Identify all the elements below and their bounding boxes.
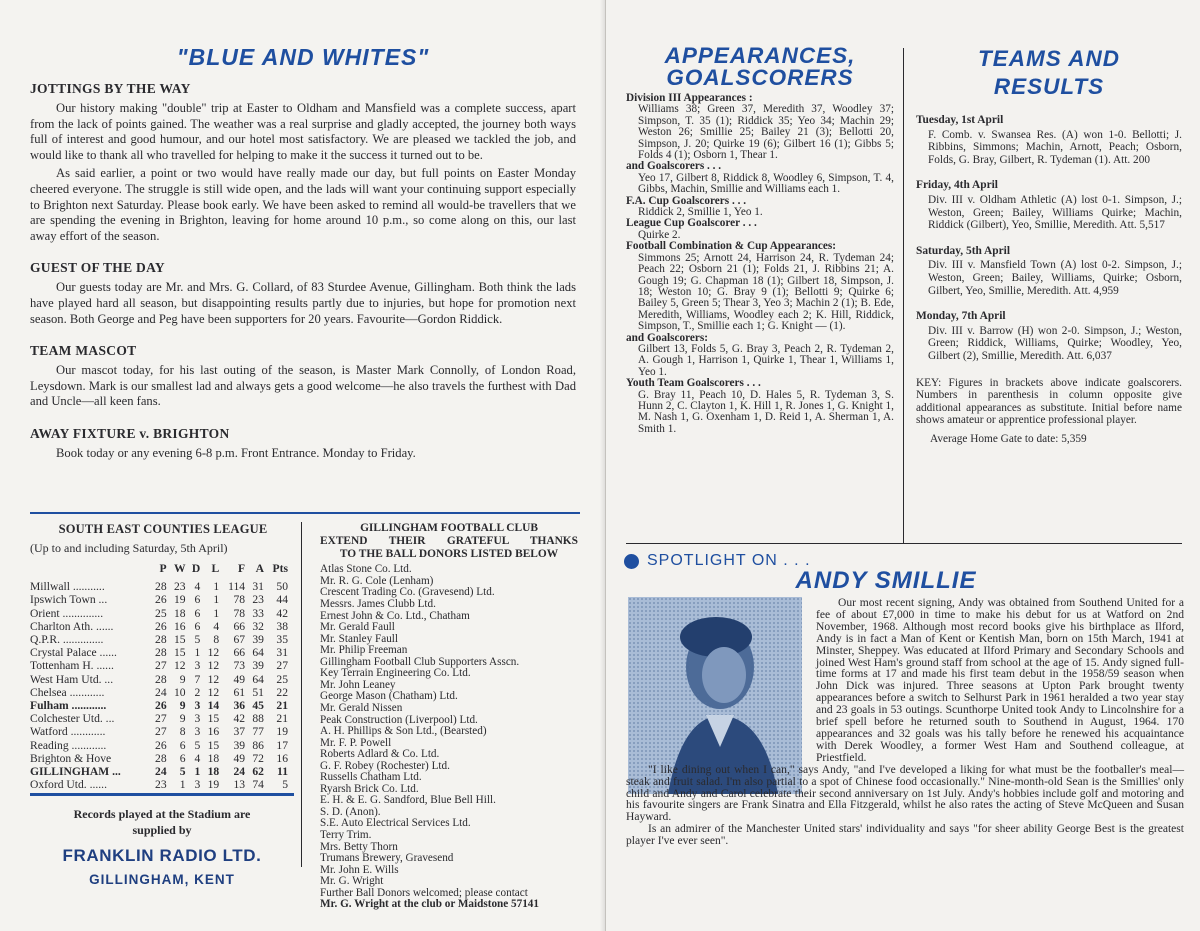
- league-row: [30, 607, 288, 620]
- cell-l: 15: [207, 712, 220, 726]
- bullet-dot-icon: [624, 554, 639, 569]
- cell-f: 49: [233, 672, 246, 686]
- league-team-cell: Crystal Palace ......: [30, 646, 117, 660]
- donor-list-item: Messrs. James Clubb Ltd.: [320, 598, 436, 611]
- donor-list-item: E. H. & E. G. Sandford, Blue Bell Hill.: [320, 794, 496, 807]
- cell-l: 8: [213, 633, 220, 647]
- cell-w: 18: [173, 606, 186, 620]
- records-company: FRANKLIN RADIO LTD.: [62, 846, 262, 865]
- appearances-block-heading: Division III Appearances :: [626, 92, 753, 104]
- right-page: [606, 0, 1200, 931]
- result-details: Div. III v. Oldham Athletic (A) lost 0-1. Simpson, J.; Weston, Green; Bailey, Williams Quirke; Machin, Riddick (Gilbert), Yeo, Smillie, Meredith. Att. 5,517: [928, 193, 1182, 232]
- cell-w: 19: [173, 593, 186, 607]
- teams-title-line-1: TEAMS AND: [978, 46, 1120, 71]
- appearances-block-text: Riddick 2, Smillie 1, Yeo 1.: [638, 206, 763, 219]
- away-fixture-paragraph: Book today or any evening 6-8 p.m. Front Entrance. Monday to Friday.: [56, 445, 416, 460]
- records-place: GILLINGHAM, KENT: [89, 872, 235, 887]
- teams-title-line-2: RESULTS: [993, 74, 1105, 99]
- spotlight-label: SPOTLIGHT ON . . .: [647, 552, 811, 569]
- donor-list-item: Mr. John E. Wills: [320, 863, 399, 876]
- cell-f: 78: [233, 593, 246, 607]
- appearances-block-heading: and Goalscorers:: [626, 331, 708, 344]
- articles-column: [30, 72, 576, 462]
- appearances-block-heading: Youth Team Goalscorers . . .: [626, 377, 761, 390]
- cell-d: 3: [194, 778, 201, 792]
- cell-pts: 31: [276, 646, 288, 660]
- cell-d: 3: [194, 699, 201, 713]
- cell-l: 12: [207, 659, 220, 673]
- cell-p: 27: [155, 725, 167, 739]
- cell-f: 114: [228, 580, 246, 594]
- league-row: [30, 593, 288, 606]
- cell-w: 15: [173, 646, 186, 660]
- cell-p: 24: [155, 765, 167, 779]
- ball-donors-footer-2: Mr. G. Wright at the club or Maidstone 57141: [320, 898, 539, 911]
- league-table: [30, 562, 288, 791]
- cell-pts: 11: [277, 765, 288, 779]
- cell-p: 26: [155, 619, 167, 633]
- cell-p: 23: [155, 778, 167, 792]
- appearances-block-text: Williams 38; Green 37, Meredith 37, Woodley 37; Simpson, T. 35 (1); Riddick 35; Yeo 34; Machin 29; Weston 26; Smillie 25; Bailey 21 (3); Bellotti 20, Simpson, J. 20; Quirke 19 (6); Gilbert 16 (1); Gibbs 5; Folds 4 (1); Osborn 1, Thear 1.: [638, 103, 894, 162]
- column-divider: [301, 522, 302, 867]
- cell-d: 1: [194, 765, 201, 779]
- cell-l: 12: [207, 672, 220, 686]
- cell-w: 12: [173, 659, 186, 673]
- donor-list-item: Ryarsh Brick Co. Ltd.: [320, 782, 419, 795]
- header-f: F: [237, 562, 246, 575]
- cell-l: 12: [207, 685, 220, 699]
- donor-list-item: S. D. (Anon).: [320, 805, 381, 818]
- header-w: W: [173, 562, 186, 575]
- cell-l: 19: [207, 778, 220, 792]
- cell-pts: 5: [282, 778, 288, 792]
- cell-f: 66: [233, 646, 246, 660]
- records-line-2: supplied by: [132, 823, 192, 837]
- cell-a: 72: [252, 751, 264, 765]
- cell-p: 27: [155, 712, 167, 726]
- league-team-cell: Ipswich Town ...: [30, 593, 108, 607]
- cell-a: 39: [252, 659, 264, 673]
- cell-a: 51: [252, 685, 264, 699]
- cell-p: 28: [155, 633, 167, 647]
- ball-donors-title-line-1: GILLINGHAM FOOTBALL CLUB: [360, 522, 538, 534]
- ball-donors-list: [320, 564, 578, 887]
- cell-w: 9: [179, 699, 186, 713]
- donor-list-item: Mr. F. P. Powell: [320, 736, 392, 749]
- cell-p: 27: [155, 659, 167, 673]
- section-heading-jottings: JOTTINGS BY THE WAY: [30, 81, 191, 96]
- cell-p: 26: [155, 699, 167, 713]
- donor-list-item: Mr. John Leaney: [320, 678, 396, 691]
- cell-w: 16: [173, 619, 186, 633]
- cell-pts: 22: [276, 685, 288, 699]
- cell-w: 9: [179, 672, 186, 686]
- cell-d: 6: [194, 593, 201, 607]
- appearances-title-line-1: APPEARANCES,: [664, 43, 856, 68]
- cell-l: 18: [207, 751, 220, 765]
- donor-list-item: Trumans Brewery, Gravesend: [320, 852, 454, 865]
- records-block: [30, 806, 294, 887]
- donor-list-item: Mr. Gerald Faull: [320, 621, 395, 634]
- donor-list-item: Mr. G. Wright: [320, 875, 384, 888]
- league-row: [30, 752, 288, 765]
- league-subtitle: (Up to and including Saturday, 5th April): [30, 541, 228, 555]
- ball-donors-footer-1: Further Ball Donors welcomed; please contact: [320, 886, 528, 899]
- cell-a: 33: [252, 606, 264, 620]
- donor-list-item: Mr. Stanley Faull: [320, 632, 399, 645]
- league-row: [30, 739, 288, 752]
- cell-pts: 35: [276, 633, 288, 647]
- league-row: [30, 765, 288, 778]
- section-heading-away-fixture: AWAY FIXTURE v. BRIGHTON: [30, 425, 230, 441]
- spotlight-rule: [626, 543, 1182, 544]
- section-heading-guest: GUEST OF THE DAY: [30, 260, 165, 276]
- cell-a: 88: [252, 712, 264, 726]
- teams-results-column: [916, 45, 1182, 445]
- cell-d: 2: [194, 685, 201, 699]
- cell-w: 9: [179, 712, 186, 726]
- spotlight-paragraph-2: "I like dining out when I can," says Andy, "and I've developed a liking for what must be the footballer's meal—steak and fruit salad. I'm also partial to a spot of Chinese food occasionally." Nine-month-old Sean is the Smillies' only child and Andy and Carol celebrate their second anniversary on 1st July. Andy's hobbies include golf and motoring and his favourite singers are Frank Sinatra and Ella Fitzgerald, whilst he also rates the acting of Steve McQueen and Susan Hayward.: [626, 763, 1184, 824]
- cell-l: 16: [207, 725, 220, 739]
- page-title-blue-and-whites: "BLUE AND WHITES": [176, 44, 430, 70]
- header-l: L: [211, 562, 220, 575]
- donor-list-item: Atlas Stone Co. Ltd.: [320, 563, 412, 576]
- cell-w: 6: [179, 738, 186, 752]
- cell-f: 24: [233, 765, 246, 779]
- cell-l: 15: [207, 738, 220, 752]
- cell-a: 74: [252, 778, 264, 792]
- spotlight-paragraph-3: Is an admirer of the Manchester United stars' individuality and says "for sheer ability George Best is the greatest player I've ever seen".: [626, 823, 1184, 848]
- league-table-body: [30, 580, 288, 791]
- cell-f: 66: [233, 619, 246, 633]
- appearances-block-heading: League Cup Goalscorer . . .: [626, 217, 757, 230]
- cell-pts: 42: [276, 606, 288, 620]
- result-details: Div. III v. Barrow (H) won 2-0. Simpson, J.; Weston, Green; Riddick, Williams, Quirke; Woodley, Yeo, Gilbert (2), Smillie, Meredith. Att. 6,037: [928, 324, 1182, 362]
- league-team-cell: Fulham ............: [30, 699, 107, 713]
- result-date: Monday, 7th April: [916, 310, 1006, 323]
- jottings-paragraph-1: Our history making "double" trip at Easter to Oldham and Mansfield was a complete success, apart from the lack of points gained. The weather was a real surprise and gladly accepted, the journey both ways full of interest and good humour, and our hotel most satisfactory. We are pleased we tackled the job, and would like to thank all who travelled for helping to make it the success it turned out to be.: [30, 101, 576, 162]
- cell-f: 36: [233, 699, 246, 713]
- appearances-blocks: [626, 93, 894, 435]
- results-key: KEY: Figures in brackets above indicate goalscorers. Numbers in parenthesis in column opposite give additional appearances as substitute. Initial before name shows amateur or apprentice professional player.: [916, 376, 1182, 427]
- league-team-cell: Q.P.R. ..............: [30, 633, 104, 647]
- cell-l: 1: [213, 593, 220, 607]
- cell-w: 23: [173, 580, 186, 594]
- cell-l: 18: [207, 765, 220, 779]
- cell-pts: 44: [276, 593, 288, 607]
- cell-f: 37: [233, 725, 246, 739]
- cell-a: 86: [252, 738, 264, 752]
- cell-f: 49: [233, 751, 246, 765]
- league-team-cell: Reading ............: [30, 738, 107, 752]
- average-gate: Average Home Gate to date: 5,359: [930, 432, 1087, 445]
- league-header-row: [30, 562, 288, 575]
- cell-pts: 19: [276, 725, 288, 739]
- donor-list-item: Terry Trim.: [320, 828, 372, 841]
- cell-a: 64: [252, 672, 264, 686]
- cell-l: 12: [207, 646, 220, 660]
- donor-list-item: Mr. Philip Freeman: [320, 644, 408, 657]
- donor-list-item: George Mason (Chatham) Ltd.: [320, 690, 458, 703]
- cell-pts: 38: [276, 619, 288, 633]
- league-team-cell: Orient ..............: [30, 606, 104, 620]
- cell-f: 42: [233, 712, 246, 726]
- league-row: [30, 725, 288, 738]
- cell-a: 31: [252, 580, 264, 594]
- cell-d: 5: [194, 633, 201, 647]
- cell-d: 5: [194, 738, 201, 752]
- league-row: [30, 646, 288, 659]
- league-team-cell: West Ham Utd. ...: [30, 672, 114, 686]
- cell-pts: 25: [276, 672, 288, 686]
- cell-d: 3: [194, 659, 201, 673]
- donor-list-item: Gillingham Football Club Supporters Asscn.: [320, 655, 520, 668]
- league-row: [30, 712, 288, 725]
- donor-list-item: Russells Chatham Ltd.: [320, 771, 422, 784]
- league-row: [30, 580, 288, 593]
- cell-p: 26: [155, 593, 167, 607]
- donor-list-item: Roberts Adlard & Co. Ltd.: [320, 748, 440, 761]
- league-team-cell: GILLINGHAM ...: [30, 765, 121, 779]
- cell-w: 10: [173, 685, 186, 699]
- cell-f: 39: [233, 738, 246, 752]
- header-p: P: [159, 562, 167, 575]
- spotlight-article: [626, 598, 1184, 848]
- cell-w: 1: [179, 778, 186, 792]
- cell-pts: 50: [276, 580, 288, 594]
- cell-pts: 27: [276, 659, 288, 673]
- cell-a: 23: [252, 593, 264, 607]
- league-team-cell: Colchester Utd. ...: [30, 712, 115, 726]
- cell-w: 8: [179, 725, 186, 739]
- cell-pts: 21: [276, 712, 288, 726]
- cell-a: 62: [252, 765, 264, 779]
- league-row: [30, 778, 288, 791]
- guest-paragraph: Our guests today are Mr. and Mrs. G. Collard, of 83 Sturdee Avenue, Gillingham. Both think the lads have played hard all season, but disappointing results partly due to injuries, but hope for promotion next season. Both George and Peg have been supporters for 20 years. Favourite—Gordon Riddick.: [30, 280, 576, 326]
- records-rule: [30, 793, 294, 796]
- appearances-title-line-2: GOALSCORERS: [666, 65, 854, 90]
- cell-d: 6: [194, 619, 201, 633]
- cell-f: 78: [233, 606, 246, 620]
- result-details: Div. III v. Mansfield Town (A) lost 0-2. Simpson, J.; Weston, Green; Bailey, Williams, Quirke; Osborn, Gilbert, Yeo, Smillie, Meredith. Att. 4,959: [928, 259, 1182, 297]
- cell-p: 28: [155, 646, 167, 660]
- cell-a: 39: [252, 633, 264, 647]
- donor-list-item: G. F. Robey (Rochester) Ltd.: [320, 759, 450, 772]
- header-a: A: [255, 562, 264, 575]
- cell-p: 28: [155, 751, 167, 765]
- donor-list-item: Mr. Gerald Nissen: [320, 701, 403, 714]
- appearances-block-text: Quirke 2.: [638, 228, 681, 241]
- cell-pts: 17: [276, 738, 288, 752]
- cell-w: 15: [173, 633, 186, 647]
- cell-d: 6: [194, 606, 201, 620]
- ball-donors-title: [320, 522, 578, 560]
- result-date: Saturday, 5th April: [916, 244, 1010, 257]
- cell-w: 5: [179, 765, 186, 779]
- donor-list-item: S.E. Auto Electrical Services Ltd.: [320, 817, 471, 830]
- cell-p: 26: [155, 738, 167, 752]
- cell-p: 24: [155, 685, 167, 699]
- cell-p: 25: [155, 606, 167, 620]
- donor-list-item: Mrs. Betty Thorn: [320, 840, 398, 853]
- result-details: F. Comb. v. Swansea Res. (A) won 1-0. Bellotti; J. Ribbins, Simmons; Machin, Arnott, Peach; Osborn, Folds, G. Bray, Gilbert, R. Tydeman (1). Att. 200: [928, 128, 1182, 166]
- cell-p: 28: [155, 580, 167, 594]
- result-date: Tuesday, 1st April: [916, 114, 1004, 126]
- spotlight-player-name: ANDY SMILLIE: [795, 567, 977, 594]
- league-row: [30, 633, 288, 646]
- donor-list-item: Ernest John & Co. Ltd., Chatham: [320, 609, 470, 622]
- cell-l: 1: [213, 606, 220, 620]
- cell-a: 77: [252, 725, 264, 739]
- section-heading-mascot: TEAM MASCOT: [30, 343, 137, 359]
- mascot-paragraph: Our mascot today, for his last outing of the season, is Master Mark Connolly, of London Road, Leysdown. Mark is our smallest lad and always gets a good welcome—he also travels the furthest with Dad and Uncle—all keen fans.: [30, 363, 576, 409]
- jottings-paragraph-2: As said earlier, a point or two would have really made our day, but full points on Easter Monday cheered everyone. The struggle is still wide open, and the lads will want your continuing support especially to Brighton next Saturday. Please book early. We have been asked to remind all would-be travellers that we are spending the evening in Brighton, leaving for home around 10 p.m., so come along on this, our last away effort of the season.: [30, 166, 576, 243]
- cell-pts: 16: [276, 751, 288, 765]
- appearances-block-text: G. Bray 11, Peach 10, D. Hales 5, R. Tydeman 3, S. Hunn 2, C. Clayton 1, K. Hill 1, R. Jones 1, G. Knight 1, M. Nash 1, G. Oxenham 1, D. Reid 1, A. Sherman 1, A. Smith 1.: [638, 388, 894, 435]
- cell-f: 73: [233, 659, 246, 673]
- cell-p: 28: [155, 672, 167, 686]
- league-team-cell: Brighton & Hove: [30, 751, 112, 765]
- spotlight-paragraph-1: Our most recent signing, Andy was obtained from Southend United for a fee of about £7,000 in time to make his debut for us at Watford on 2nd November, 1968. Although most record books give his birthplace as Ilford, Andy is in fact a Man of Kent or Kentish Man, born on 15th March, 1941 at Minster, Sheppey. Was educated at Ilford Primary and Secondary Schools and joined West Ham's ground staff from school at the age of 15. Andy signed full-time forms at 17 and made his first team debut in the 1958/59 season when John Dick was injured. Three seasons at Upton Park brought twenty appearances before a switch to Selhurst Park in 1961 heralded a two year stay and 23 goals in 53 outings. Scunthorpe United took Andy to Lincolnshire for a brief spell before he returned south to Southend in August, 1964. 170 appearances and 32 goals was his tally before he renewed his acquaintance with Derek Woodley, a former West Ham and Southend colleague, at Priestfield.: [816, 597, 1184, 764]
- ball-donors-block: [320, 522, 578, 911]
- donor-list-item: Key Terrain Engineering Co. Ltd.: [320, 667, 471, 680]
- records-line-1: Records played at the Stadium are: [73, 807, 251, 821]
- appearances-column: [626, 45, 894, 435]
- donor-list-item: Crescent Trading Co. (Gravesend) Ltd.: [320, 586, 495, 599]
- cell-l: 1: [213, 580, 220, 594]
- appearances-block-heading: and Goalscorers . . .: [626, 160, 722, 173]
- ball-donors-title-line-3: TO THE BALL DONORS LISTED BELOW: [339, 547, 559, 560]
- cell-d: 4: [194, 751, 201, 765]
- ball-donors-title-line-2: EXTEND THEIR GRATEFUL THANKS: [320, 534, 578, 547]
- results-list: [916, 114, 1182, 363]
- donor-list-item: A. H. Phillips & Son Ltd., (Bearsted): [320, 725, 487, 738]
- league-row: [30, 673, 288, 686]
- league-row: [30, 686, 288, 699]
- cell-l: 14: [207, 699, 220, 713]
- header-pts: Pts: [272, 562, 288, 575]
- cell-f: 13: [233, 778, 246, 792]
- cell-a: 32: [252, 619, 264, 633]
- league-team-cell: Chelsea ............: [30, 685, 105, 699]
- divider-rule: [30, 512, 580, 514]
- result-date: Friday, 4th April: [916, 179, 998, 192]
- donor-list-item: Mr. R. G. Cole (Lenham): [320, 574, 434, 587]
- cell-d: 4: [194, 580, 201, 594]
- appearances-block-heading: Football Combination & Cup Appearances:: [626, 240, 837, 253]
- league-row: [30, 659, 288, 672]
- cell-a: 45: [252, 699, 264, 713]
- cell-f: 67: [233, 633, 246, 647]
- right-column-divider: [903, 48, 904, 544]
- appearances-block-text: Gilbert 13, Folds 5, G. Bray 3, Peach 2, R. Tydeman 2, A. Gough 1, Harrison 1, Quirke 1, Thear 1, Williams 1, Yeo 1.: [638, 342, 894, 378]
- cell-f: 61: [233, 685, 246, 699]
- league-team-cell: Oxford Utd. ......: [30, 778, 107, 792]
- appearances-block-heading: F.A. Cup Goalscorers . . .: [626, 194, 747, 207]
- league-team-cell: Watford ............: [30, 725, 106, 739]
- league-title: SOUTH EAST COUNTIES LEAGUE: [58, 522, 268, 536]
- cell-pts: 21: [276, 699, 288, 713]
- cell-w: 6: [179, 751, 186, 765]
- cell-d: 3: [194, 712, 201, 726]
- league-team-cell: Charlton Ath. ......: [30, 619, 114, 633]
- header-d: D: [191, 562, 201, 575]
- donor-list-item: Peak Construction (Liverpool) Ltd.: [320, 713, 478, 726]
- cell-d: 1: [194, 646, 201, 660]
- appearances-block-text: Simmons 25; Arnott 24, Harrison 24, R. Tydeman 24; Peach 22; Osborn 21 (1); Folds 21, J. Ribbins 21; A. Gough 19; G. Chapman 18 (1); Gilbert 18, Simpson, J. 18; Weston 10; G. Bray 9 (1); Bellotti 9; Quirke 6; Bailey 5, Green 5; Thear 3, Yeo 3; Machin 2 (1); B. Ede, Meredith, Williams, Woodley each 2; K. Hill, Riddick, Simpson, T., Smillie each 1; G. Knight — (1).: [638, 251, 894, 333]
- league-row: [30, 699, 288, 712]
- league-row: [30, 620, 288, 633]
- league-team-cell: Tottenham H. ......: [30, 659, 114, 673]
- cell-d: 7: [194, 672, 201, 686]
- cell-a: 64: [252, 646, 264, 660]
- appearances-block-text: Yeo 17, Gilbert 8, Riddick 8, Woodley 6, Simpson, T. 4, Gibbs, Machin, Smillie and Williams each 1.: [638, 171, 894, 196]
- cell-d: 3: [194, 725, 201, 739]
- league-team-cell: Millwall ...........: [30, 580, 105, 594]
- league-table-block: [30, 522, 296, 791]
- cell-l: 4: [213, 619, 220, 633]
